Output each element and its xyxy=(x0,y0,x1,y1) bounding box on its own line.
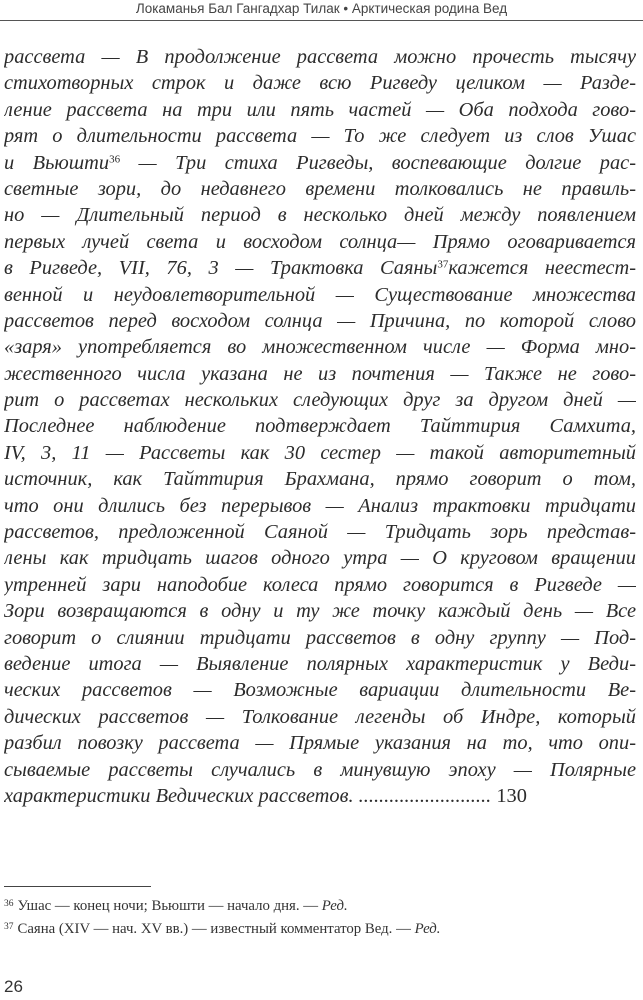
footnote-ref-36: 36 xyxy=(109,152,121,165)
text-fragment: в Ригведе, VII, 76, 3 — Трактовка Саяны xyxy=(4,257,438,280)
text-line: ведение итога — Выявление полярных характеристик у Веди- xyxy=(4,652,636,675)
text-line: рят о длительности рассвета — То же следует из слов Ушас xyxy=(4,125,636,148)
text-fragment: и Вьюшти xyxy=(4,151,110,174)
header-rule xyxy=(0,20,643,21)
text-line: ческих рассветов — Возможные вариации длительности Ве- xyxy=(4,679,636,702)
text-line: говорит о слиянии тридцати рассветов в одну группу — Под- xyxy=(4,626,636,649)
text-line: рассветов, предложенной Саяной — Тридцать зорь представ- xyxy=(4,521,636,544)
text-line: первых лучей света и восходом солнца— Прямо оговаривается xyxy=(4,230,636,253)
toc-dot-leader: .......................... xyxy=(353,784,492,807)
footnote-number: 36 xyxy=(4,899,14,910)
text-line: рит о рассветах нескольких следующих друг за другом дней — xyxy=(4,389,636,412)
text-line: сываемые рассветы случались в минувшую эпоху — Полярные xyxy=(4,758,636,781)
text-line xyxy=(4,255,636,281)
text-fragment: — Три стиха Ригведы, воспевающие долгие рас- xyxy=(120,151,636,174)
text-line: лены как тридцать шагов одного утра — О круговом вращении xyxy=(4,547,636,570)
text-line: разбил повозку рассвета — Прямые указания на то, что опи- xyxy=(4,732,636,755)
text-line: рассветов перед восходом солнца — Причина, по которой слово xyxy=(4,309,636,332)
footnote-36 xyxy=(4,895,624,918)
text-line-last xyxy=(4,783,636,809)
footnote-text: Ушас — конец ночи; Вьюшти — начало дня. — xyxy=(17,898,322,914)
footnote-editor-mark: Ред. xyxy=(414,921,441,937)
text-line: но — Длительный период в несколько дней между появлением xyxy=(4,204,636,227)
text-line: стихотворных строк и даже всю Ригведу целиком — Разде- xyxy=(4,72,636,95)
text-line: IV, 3, 11 — Рассветы как 30 сестер — такой авторитетный xyxy=(4,441,636,464)
footnotes xyxy=(4,895,624,941)
text-line: ление рассвета на три или пять частей — Оба подхода гово- xyxy=(4,98,636,121)
footnote-number: 37 xyxy=(4,922,14,933)
text-line: «заря» употребляется во множественном числе — Форма мно- xyxy=(4,336,636,359)
footnote-rule xyxy=(4,886,151,887)
text-line: дических рассветов — Толкование легенды об Индре, который xyxy=(4,705,636,728)
page-number: 26 xyxy=(4,977,23,996)
text-fragment: кажется неестест- xyxy=(448,257,636,280)
text-line: Последнее наблюдение подтверждает Тайттирия Самхита, xyxy=(4,415,636,438)
footnote-ref-37: 37 xyxy=(437,258,449,271)
footnote-editor-mark: Ред. xyxy=(321,898,348,914)
toc-final-text: характеристики Ведических рассветов. xyxy=(4,784,354,807)
toc-page-number: 130 xyxy=(496,784,527,807)
text-line: утренней зари наподобие колеса прямо говорится в Ригведе — xyxy=(4,573,636,596)
text-line: жественного числа указана не из почтения — Также не гово- xyxy=(4,362,636,385)
text-line: источник, как Тайттирия Брахмана, прямо говорит о том, xyxy=(4,468,636,491)
running-header xyxy=(0,0,643,24)
text-line: что они длились без перерывов — Анализ трактовки тридцати xyxy=(4,494,636,517)
text-line: светные зори, до недавнего времени толковались не правиль- xyxy=(4,177,636,200)
footnote-text: Саяна (XIV — нач. XV вв.) — известный комментатор Вед. — xyxy=(17,921,415,937)
text-line: венной и неудовлетворительной — Существование множества xyxy=(4,283,636,306)
toc-entry-body xyxy=(4,44,636,809)
text-line: рассвета — В продолжение рассвета можно прочесть тысячу xyxy=(4,46,636,68)
text-line: Зори возвращаются в одну и ту же точку каждый день — Все xyxy=(4,600,636,623)
running-header-title: Локаманья Бал Гангадхар Тилак • Арктическая родина Вед xyxy=(135,1,508,16)
footnote-37 xyxy=(4,918,624,941)
text-line xyxy=(4,150,636,176)
